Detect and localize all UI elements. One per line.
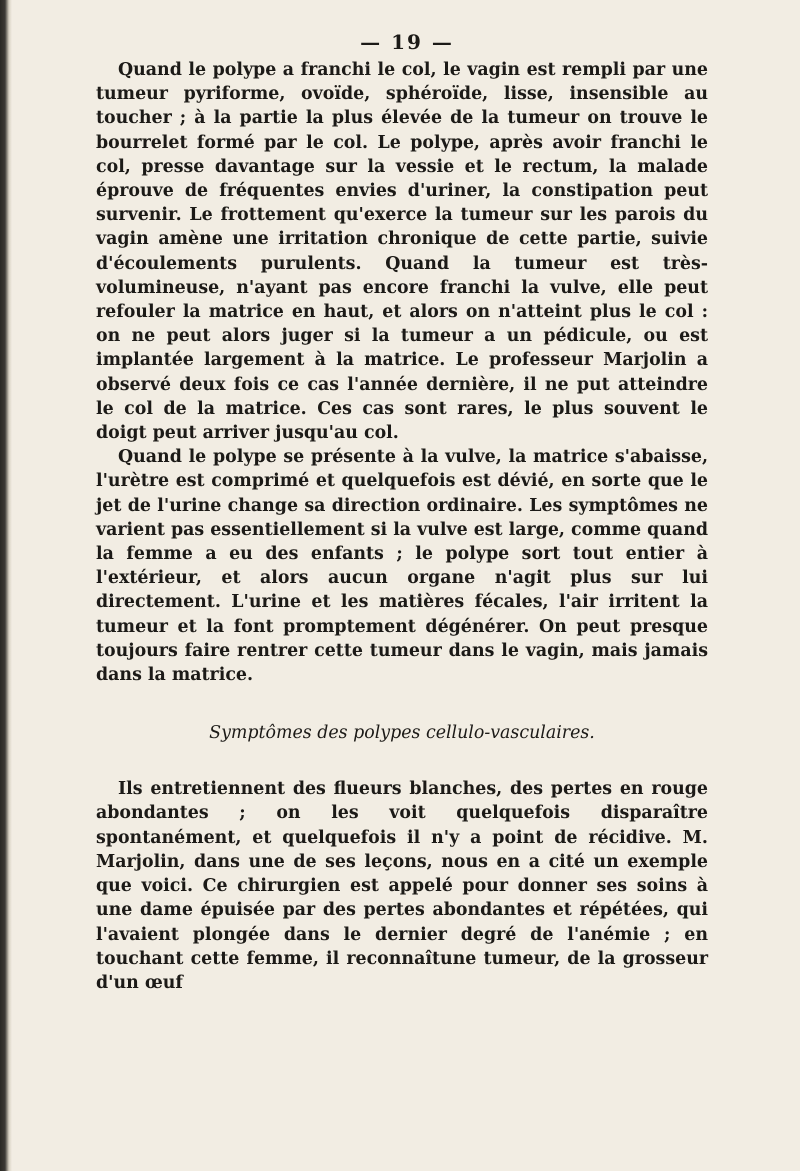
paragraph-3: Ils entretiennent des flueurs blanches, des pertes en rouge abondantes ; on les voit quelquefois disparaître spontanément, et quelquefois il n'y a point de récidive. M. Marjolin, dans une de ses leçons, nous en a cité un exemple que voici. Ce chirurgien est appelé pour donner ses soins à une dame épuisée par des pertes abondantes et répétées, qui l'avaient plongée dans le dernier degré de l'anémie ; en touchant cette femme, il reconnaîtune tumeur, de la grosseur d'un œuf xyxy=(96,779,708,993)
paragraph-1: Quand le polype a franchi le col, le vagin est rempli par une tumeur pyriforme, ovoïde, sphéroïde, lisse, insensible au toucher ; à la partie la plus élevée de la tumeur on trouve le bourrelet formé par le col. Le polype, après avoir franchi le col, presse davantage sur la vessie et le rectum, la malade éprouve de fréquentes envies d'uriner, la constipation peut survenir. Le frottement qu'exerce la tumeur sur les parois du vagin amène une irritation chronique de cette partie, suivie d'écoulements purulents. Quand la tumeur est très-volumineuse, n'ayant pas encore franchi la vulve, elle peut refouler la matrice en haut, et alors on n'atteint plus le col : on ne peut alors juger si la tumeur a un pédicule, ou est implantée largement à la matrice. Le professeur Marjolin a observé deux fois ce cas l'année dernière, il ne put atteindre le col de la matrice. Ces cas sont rares, le plus souvent le doigt peut arriver jusqu'au col. xyxy=(96,60,708,444)
document-page xyxy=(96,30,708,995)
section-heading: Symptômes des polypes cellulo-vasculaires. xyxy=(209,723,595,744)
paragraph-2: Quand le polype se présente à la vulve, la matrice s'abaisse, l'urètre est comprimé et quelquefois est dévié, en sorte que le jet de l'urine change sa direction ordinaire. Les symptômes ne varient pas essentiellement si la vulve est large, comme quand la femme a eu des enfants ; le polype sort tout entier à l'extérieur, et alors aucun organe n'agit plus sur lui directement. L'urine et les matières fécales, l'air irritent la tumeur et la font promptement dégénérer. On peut presque toujours faire rentrer cette tumeur dans le vagin, mais jamais dans la matrice. xyxy=(96,447,709,686)
page-number: — 19 — xyxy=(360,30,454,54)
book-spine-edge xyxy=(0,0,12,1171)
